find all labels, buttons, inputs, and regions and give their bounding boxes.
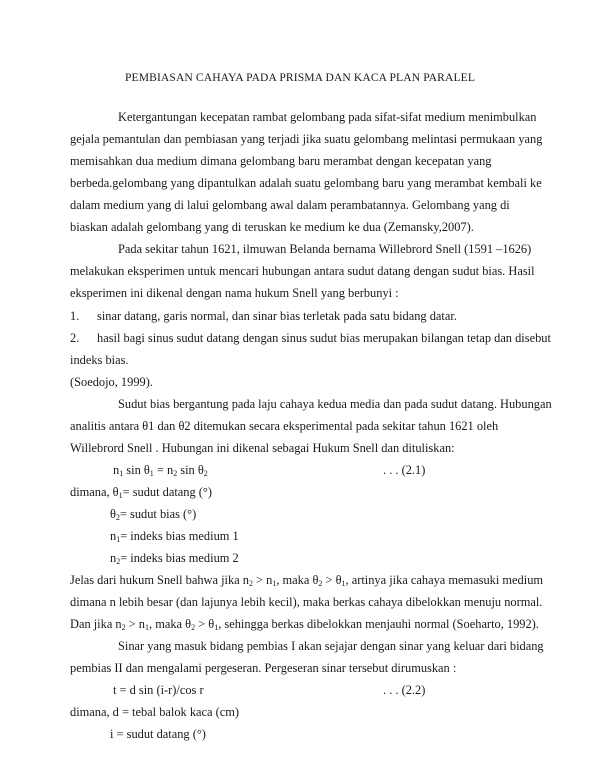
definition-line: $n_1=$ indeks bias medium 1 (110, 529, 239, 544)
equation-shift: t = d sin (i-r)/cos r (113, 683, 204, 697)
paragraph-1-line: Ketergantungan kecepatan rambat gelombang pada sifat-sifat medium menimbulkan (118, 110, 537, 124)
paragraph-5-line: pembias II dan mengalami pergeseran. Pergeseran sinar tersebut dirumuskan : (70, 661, 457, 675)
definition-line: $\theta_2=$ sudut bias (°) (110, 507, 197, 522)
list-number: 1. (70, 309, 80, 323)
paragraph-3-line: analitis antara θ1 dan θ2 ditemukan secara eksperimental pada sekitar tahun 1621 oleh (70, 419, 499, 433)
list-item: hasil bagi sinus sudut datang dengan sinus sudut bias merupakan bilangan tetap dan disebut (97, 331, 551, 345)
paragraph-2-line: eksperimen ini dikenal dengan nama hukum Snell yang berbunyi : (70, 286, 399, 300)
list-item: sinar datang, garis normal, dan sinar bias terletak pada satu bidang datar. (97, 309, 457, 323)
paragraph-2-line: Pada sekitar tahun 1621, ilmuwan Belanda bernama Willebrord Snell (1591 –1626) (118, 242, 532, 256)
paragraph-4-line: Dan jika $n_2 > n_1$, maka $\theta_2 > \theta_1$, sehingga berkas dibelokkan menjauhi normal (Soeharto, 1992). (70, 617, 539, 632)
equation-number: . . . (2.1) (383, 463, 426, 477)
definition-line: $n_2=$ indeks bias medium 2 (110, 551, 239, 566)
definition-line: dimana, $\theta_1=$ sudut datang (°) (70, 485, 212, 500)
paragraph-4-line: dimana n lebih besar (dan lajunya lebih kecil), maka berkas cahaya dibelokkan menuju normal. (70, 595, 543, 609)
paragraph-4-line: Jelas dari hukum Snell bahwa jika $n_2 > n_1$, maka $\theta_2 > \theta_1$, artinya jika cahaya memasuki medium (70, 573, 544, 588)
paragraph-3-line: Willebrord Snell . Hubungan ini dikenal sebagai Hukum Snell dan dituliskan: (70, 441, 455, 455)
paragraph-1-line: gejala pemantulan dan pembiasan yang terjadi jika suatu gelombang melintasi permukaan yang (70, 132, 543, 146)
equation-number: . . . (2.2) (383, 683, 426, 697)
paragraph-2-line: melakukan eksperimen untuk mencari hubungan antara sudut datang dengan sudut bias. Hasil (70, 264, 535, 278)
paragraph-1-line: memisahkan dua medium dimana gelombang baru merambat dengan kecepatan yang (70, 154, 492, 168)
paragraph-3-line: Sudut bias bergantung pada laju cahaya kedua media dan pada sudut datang. Hubungan (118, 397, 552, 411)
page-title: PEMBIASAN CAHAYA PADA PRISMA DAN KACA PLAN PARALEL (125, 71, 475, 84)
list-item-continuation: indeks bias. (70, 353, 129, 367)
citation: (Soedojo, 1999). (70, 375, 153, 389)
equation-snell: $n_1$ $\sin \theta_1 = n_2$ $\sin \theta_2$ (113, 463, 208, 478)
paragraph-1-line: dalam medium yang di lalui gelombang awal dalam perambatannya. Gelombang yang di (70, 198, 510, 212)
definition-line: dimana, d = tebal balok kaca (cm) (70, 705, 240, 719)
list-number: 2. (70, 331, 80, 345)
paragraph-1-line: biaskan adalah gelombang yang di teruskan ke medium ke dua (Zemansky,2007). (70, 220, 474, 234)
paragraph-5-line: Sinar yang masuk bidang pembias I akan sejajar dengan sinar yang keluar dari bidang (118, 639, 544, 653)
paragraph-1-line: berbeda.gelombang yang dipantulkan adalah suatu gelombang baru yang merambat kembali ke (70, 176, 542, 190)
definition-line: i = sudut datang (°) (110, 727, 206, 741)
